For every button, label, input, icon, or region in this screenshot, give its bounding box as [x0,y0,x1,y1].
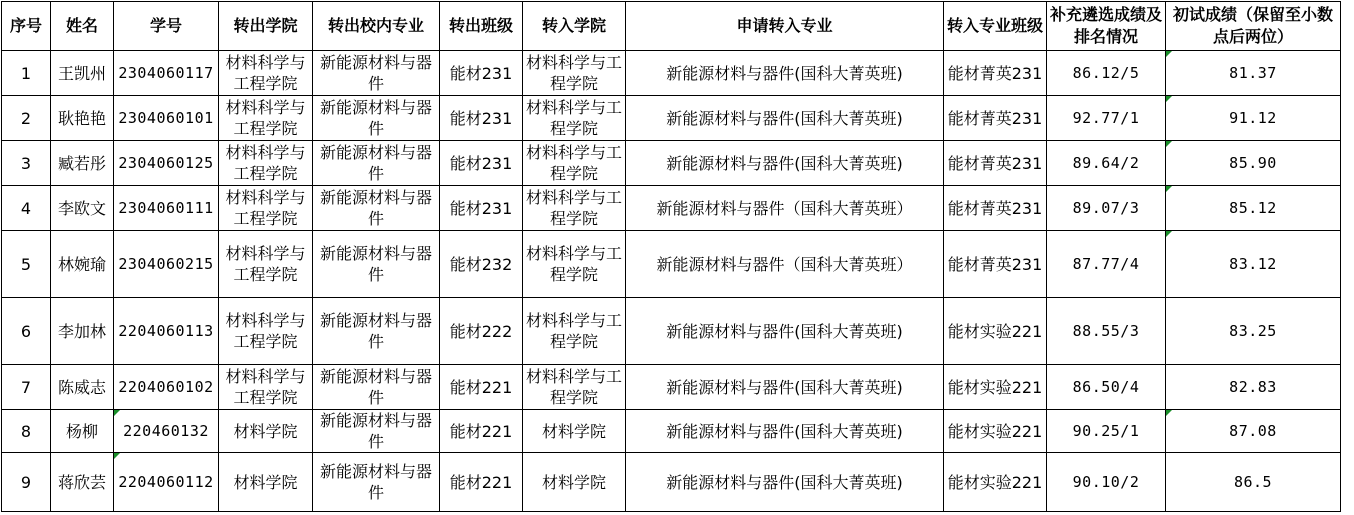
cell-from-college [219,231,313,298]
cell-from-class-text: 能材222 [449,321,513,341]
comment-marker-icon [1166,231,1172,237]
cell-student-id [114,96,219,141]
comment-marker-icon [1166,51,1172,57]
cell-to-major [626,186,944,231]
cell-name [51,365,114,410]
cell-initial-score-text: 85.12 [1229,198,1277,217]
header-to-major: 申请转入专业 [626,2,944,51]
cell-supp-score-text: 88.55/3 [1072,321,1140,340]
cell-from-college [219,186,313,231]
table-row [2,96,1341,141]
cell-supp-score-text: 89.07/3 [1072,198,1140,217]
cell-from-college [219,141,313,186]
comment-marker-icon [1166,410,1172,416]
cell-initial-score-text: 85.90 [1229,153,1277,172]
cell-to-major-text: 新能源材料与器件(国科大菁英班) [666,321,903,341]
table-row [2,298,1341,365]
header-student-id: 学号 [114,2,219,51]
cell-supp-score-text: 86.12/5 [1072,63,1140,82]
cell-from-major [313,51,440,96]
cell-to-major-text: 新能源材料与器件（国科大菁英班） [656,198,913,218]
transfer-table [1,1,1341,512]
cell-to-class [944,231,1047,298]
cell-from-college-text: 材料科学与工程学院 [225,188,306,228]
cell-supp-score-text: 86.50/4 [1072,377,1140,396]
comment-marker-icon [1166,186,1172,192]
cell-from-class-text: 能材231 [449,153,513,173]
cell-to-class [944,365,1047,410]
cell-to-major [626,96,944,141]
cell-to-college-text: 材料学院 [541,472,606,492]
cell-student-id-text: 2304060117 [118,63,214,82]
cell-to-class-text: 能材菁英231 [947,63,1043,83]
cell-to-college [523,453,626,512]
cell-seq-text: 6 [20,321,32,341]
cell-seq-text: 4 [20,198,32,218]
cell-from-class [440,365,523,410]
comment-marker-icon [1166,96,1172,102]
cell-to-college [523,410,626,453]
cell-from-college-text: 材料科学与工程学院 [225,143,306,183]
cell-seq [2,365,51,410]
cell-from-major [313,186,440,231]
cell-from-major-text: 新能源材料与器件 [319,143,432,183]
cell-student-id-text: 220460132 [123,421,209,440]
cell-name [51,298,114,365]
cell-from-college [219,453,313,512]
cell-to-college [523,141,626,186]
header-supp-score: 补充遴选成绩及排名情况 [1047,2,1166,51]
cell-to-class [944,186,1047,231]
cell-student-id-text: 2304060125 [118,153,214,172]
cell-to-class-text: 能材菁英231 [947,108,1043,128]
cell-to-major-text: 新能源材料与器件(国科大菁英班) [666,377,903,397]
cell-seq [2,186,51,231]
cell-name [51,231,114,298]
cell-name [51,96,114,141]
cell-to-class-text: 能材实验221 [947,377,1043,397]
cell-to-college [523,231,626,298]
cell-to-college [523,96,626,141]
cell-student-id [114,453,219,512]
cell-to-class [944,298,1047,365]
cell-name-text: 王凯州 [57,63,106,83]
cell-seq [2,410,51,453]
cell-from-major-text: 新能源材料与器件 [319,98,432,138]
cell-from-major-text: 新能源材料与器件 [319,188,432,228]
cell-to-major-text: 新能源材料与器件(国科大菁英班) [666,108,903,128]
table-row [2,365,1341,410]
cell-from-college-text: 材料科学与工程学院 [225,53,306,93]
cell-to-class-text: 能材实验221 [947,472,1043,492]
cell-to-major [626,298,944,365]
cell-to-college [523,365,626,410]
cell-supp-score [1047,231,1166,298]
cell-to-major [626,141,944,186]
cell-initial-score [1166,186,1341,231]
cell-from-major-text: 新能源材料与器件 [319,462,432,502]
cell-to-class [944,51,1047,96]
cell-initial-score [1166,51,1341,96]
cell-student-id-text: 2204060113 [118,321,214,340]
table-row [2,141,1341,186]
cell-to-class-text: 能材实验221 [947,421,1043,441]
header-to-college: 转入学院 [523,2,626,51]
table-row [2,453,1341,512]
cell-from-major [313,410,440,453]
cell-to-college-text: 材料科学与工程学院 [525,367,622,407]
cell-from-major [313,365,440,410]
cell-student-id-text: 2204060112 [118,472,214,491]
cell-to-major-text: 新能源材料与器件（国科大菁英班） [656,254,913,274]
cell-to-college-text: 材料科学与工程学院 [525,188,622,228]
cell-initial-score [1166,453,1341,512]
cell-seq-text: 9 [20,472,32,492]
cell-supp-score [1047,141,1166,186]
header-row [2,2,1341,51]
table-row [2,51,1341,96]
cell-from-major-text: 新能源材料与器件 [319,367,432,407]
cell-to-college-text: 材料科学与工程学院 [525,244,622,284]
cell-from-major [313,298,440,365]
cell-from-college [219,298,313,365]
cell-to-college [523,51,626,96]
table-row [2,231,1341,298]
cell-student-id [114,51,219,96]
cell-seq [2,51,51,96]
cell-student-id [114,410,219,453]
cell-supp-score-text: 92.77/1 [1072,108,1140,127]
cell-seq-text: 3 [20,153,32,173]
cell-initial-score-text: 86.5 [1233,472,1273,491]
cell-student-id-text: 2304060101 [118,108,214,127]
cell-supp-score-text: 90.10/2 [1072,472,1140,491]
cell-name-text: 李欧文 [57,198,106,218]
cell-from-class [440,141,523,186]
cell-supp-score [1047,186,1166,231]
cell-to-class [944,453,1047,512]
cell-from-class [440,51,523,96]
cell-to-class-text: 能材菁英231 [947,198,1043,218]
cell-supp-score [1047,51,1166,96]
cell-seq-text: 8 [20,421,32,441]
cell-student-id [114,231,219,298]
cell-from-college [219,410,313,453]
cell-initial-score [1166,141,1341,186]
cell-to-college-text: 材料学院 [541,421,606,441]
cell-name [51,141,114,186]
cell-from-class-text: 能材221 [449,377,513,397]
cell-from-major [313,141,440,186]
cell-supp-score [1047,365,1166,410]
cell-seq-text: 2 [20,108,32,128]
cell-from-class [440,231,523,298]
cell-from-class [440,186,523,231]
cell-initial-score [1166,365,1341,410]
cell-name-text: 陈威志 [57,377,106,397]
comment-marker-icon [114,410,120,416]
comment-marker-icon [1166,141,1172,147]
cell-supp-score-text: 87.77/4 [1072,254,1140,273]
cell-name-text: 臧若彤 [57,153,106,173]
cell-from-college-text: 材料学院 [233,421,298,441]
header-name: 姓名 [51,2,114,51]
cell-from-college-text: 材料科学与工程学院 [225,244,306,284]
cell-from-class-text: 能材231 [449,63,513,83]
cell-from-major [313,453,440,512]
cell-from-college [219,96,313,141]
header-from-major: 转出校内专业 [313,2,440,51]
cell-from-college [219,365,313,410]
cell-name [51,453,114,512]
cell-name-text: 蒋欣芸 [57,472,106,492]
cell-initial-score-text: 83.25 [1229,321,1277,340]
cell-from-class-text: 能材231 [449,198,513,218]
cell-to-college-text: 材料科学与工程学院 [525,143,622,183]
cell-from-class [440,96,523,141]
cell-from-class-text: 能材231 [449,108,513,128]
cell-initial-score-text: 82.83 [1229,377,1277,396]
cell-from-major-text: 新能源材料与器件 [319,53,432,93]
cell-to-major-text: 新能源材料与器件(国科大菁英班) [666,63,903,83]
cell-from-class-text: 能材232 [449,254,513,274]
cell-seq [2,141,51,186]
cell-name-text: 林婉瑜 [57,254,106,274]
cell-initial-score-text: 91.12 [1229,108,1277,127]
cell-name-text: 杨柳 [65,421,98,441]
cell-student-id [114,298,219,365]
cell-to-major [626,453,944,512]
cell-name [51,51,114,96]
cell-initial-score [1166,410,1341,453]
cell-to-college [523,186,626,231]
cell-initial-score-text: 87.08 [1229,421,1277,440]
cell-supp-score-text: 89.64/2 [1072,153,1140,172]
header-to-class: 转入专业班级 [944,2,1047,51]
cell-to-class-text: 能材实验221 [947,321,1043,341]
cell-to-major [626,410,944,453]
cell-to-college-text: 材料科学与工程学院 [525,311,622,351]
cell-to-college [523,298,626,365]
cell-initial-score-text: 81.37 [1229,63,1277,82]
table-row [2,186,1341,231]
cell-to-major-text: 新能源材料与器件(国科大菁英班) [666,153,903,173]
cell-student-id [114,186,219,231]
cell-initial-score-text: 83.12 [1229,254,1277,273]
cell-to-class [944,141,1047,186]
cell-student-id-text: 2304060215 [118,254,214,273]
cell-initial-score [1166,298,1341,365]
cell-from-class [440,410,523,453]
cell-to-major-text: 新能源材料与器件(国科大菁英班) [666,472,903,492]
cell-to-major [626,51,944,96]
cell-seq-text: 1 [20,63,32,83]
cell-student-id [114,365,219,410]
cell-from-major-text: 新能源材料与器件 [319,311,432,351]
cell-from-college-text: 材料科学与工程学院 [225,367,306,407]
cell-to-major-text: 新能源材料与器件(国科大菁英班) [666,421,903,441]
cell-initial-score [1166,231,1341,298]
cell-to-class [944,96,1047,141]
cell-to-major [626,231,944,298]
cell-from-major-text: 新能源材料与器件 [319,244,432,284]
cell-from-class-text: 能材221 [449,472,513,492]
cell-to-college-text: 材料科学与工程学院 [525,53,622,93]
cell-from-college-text: 材料科学与工程学院 [225,98,306,138]
cell-supp-score [1047,298,1166,365]
cell-initial-score [1166,96,1341,141]
cell-from-class-text: 能材221 [449,421,513,441]
cell-seq [2,231,51,298]
cell-supp-score [1047,96,1166,141]
cell-name-text: 李加林 [57,321,106,341]
cell-from-class [440,298,523,365]
cell-seq-text: 7 [20,377,32,397]
cell-to-class-text: 能材菁英231 [947,254,1043,274]
cell-supp-score-text: 90.25/1 [1072,421,1140,440]
table-row [2,410,1341,453]
header-seq: 序号 [2,2,51,51]
cell-from-college-text: 材料学院 [233,472,298,492]
header-from-class: 转出班级 [440,2,523,51]
cell-student-id [114,141,219,186]
cell-from-college-text: 材料科学与工程学院 [225,311,306,351]
header-from-college: 转出学院 [219,2,313,51]
cell-from-major [313,231,440,298]
cell-name [51,410,114,453]
cell-seq [2,298,51,365]
cell-from-major-text: 新能源材料与器件 [319,411,432,451]
cell-supp-score [1047,410,1166,453]
cell-name [51,186,114,231]
comment-marker-icon [114,453,120,459]
cell-to-college-text: 材料科学与工程学院 [525,98,622,138]
cell-name-text: 耿艳艳 [57,108,106,128]
cell-to-major [626,365,944,410]
cell-from-class [440,453,523,512]
cell-seq [2,96,51,141]
cell-to-class-text: 能材菁英231 [947,153,1043,173]
cell-student-id-text: 2204060102 [118,377,214,396]
cell-seq-text: 5 [20,254,32,274]
cell-seq [2,453,51,512]
cell-to-class [944,410,1047,453]
cell-student-id-text: 2304060111 [118,198,214,217]
header-initial-score: 初试成绩（保留至小数点后两位） [1166,2,1341,51]
cell-from-college [219,51,313,96]
cell-supp-score [1047,453,1166,512]
cell-from-major [313,96,440,141]
